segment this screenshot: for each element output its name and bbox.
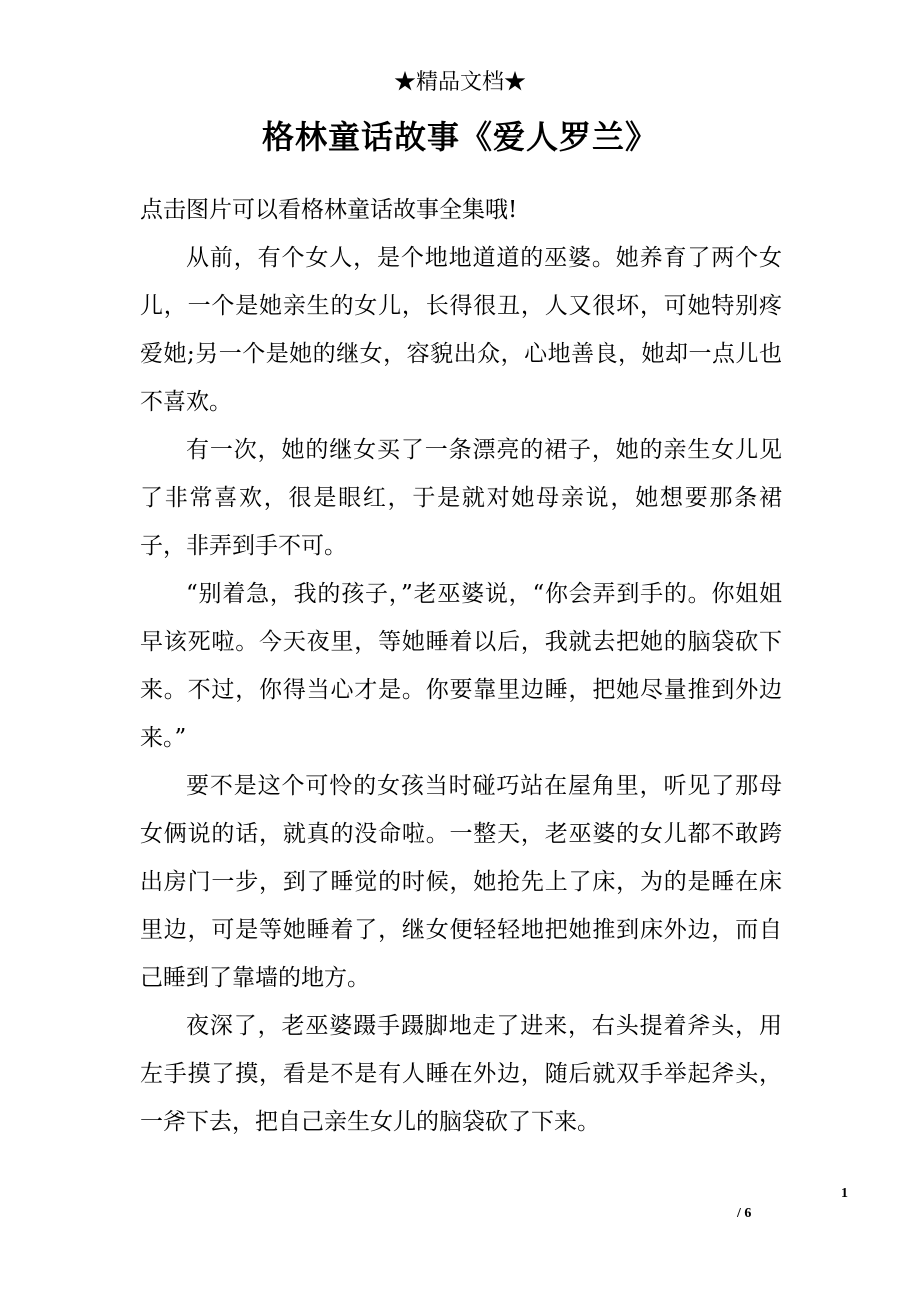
document-body <box>140 186 782 1146</box>
document-header: ★精品文档★ <box>393 70 526 95</box>
paragraph-3: “别着急，我的孩子，”老巫婆说，“你会弄到手的。你姐姐早该死啦。今天夜里，等她睡着以后，我就去把她的脑袋砍下来。不过，你得当心才是。你要靠里边睡，把她尽量推到外边来。” <box>140 581 782 751</box>
page-number: 1 <box>841 1186 848 1201</box>
paragraph-4: 要不是这个可怜的女孩当时碰巧站在屋角里，听见了那母女俩说的话，就真的没命啦。一整天，老巫婆的女儿都不敢跨出房门一步，到了睡觉的时候，她抢先上了床，为的是睡在床里边，可是等她睡着了，继女便轻轻地把她推到床外边，而自己睡到了靠墙的地方。 <box>140 773 782 991</box>
intro-link-text: 点击图片可以看格林童话故事全集哦! <box>140 197 518 223</box>
document-title: 格林童话故事《爱人罗兰》 <box>261 118 658 156</box>
paragraph-2: 有一次，她的继女买了一条漂亮的裙子，她的亲生女儿见了非常喜欢，很是眼红，于是就对她母亲说，她想要那条裙子，非弄到手不可。 <box>140 437 782 559</box>
paragraph-1: 从前，有个女人，是个地地道道的巫婆。她养育了两个女儿，一个是她亲生的女儿，长得很丑，人又很坏，可她特别疼爱她;另一个是她的继女，容貌出众，心地善良，她却一点儿也不喜欢。 <box>140 245 782 415</box>
paragraph-5: 夜深了，老巫婆蹑手蹑脚地走了进来，右头提着斧头，用左手摸了摸，看是不是有人睡在外边，随后就双手举起斧头，一斧下去，把自己亲生女儿的脑袋砍了下来。 <box>140 1013 782 1135</box>
page-total: / 6 <box>737 1206 752 1221</box>
